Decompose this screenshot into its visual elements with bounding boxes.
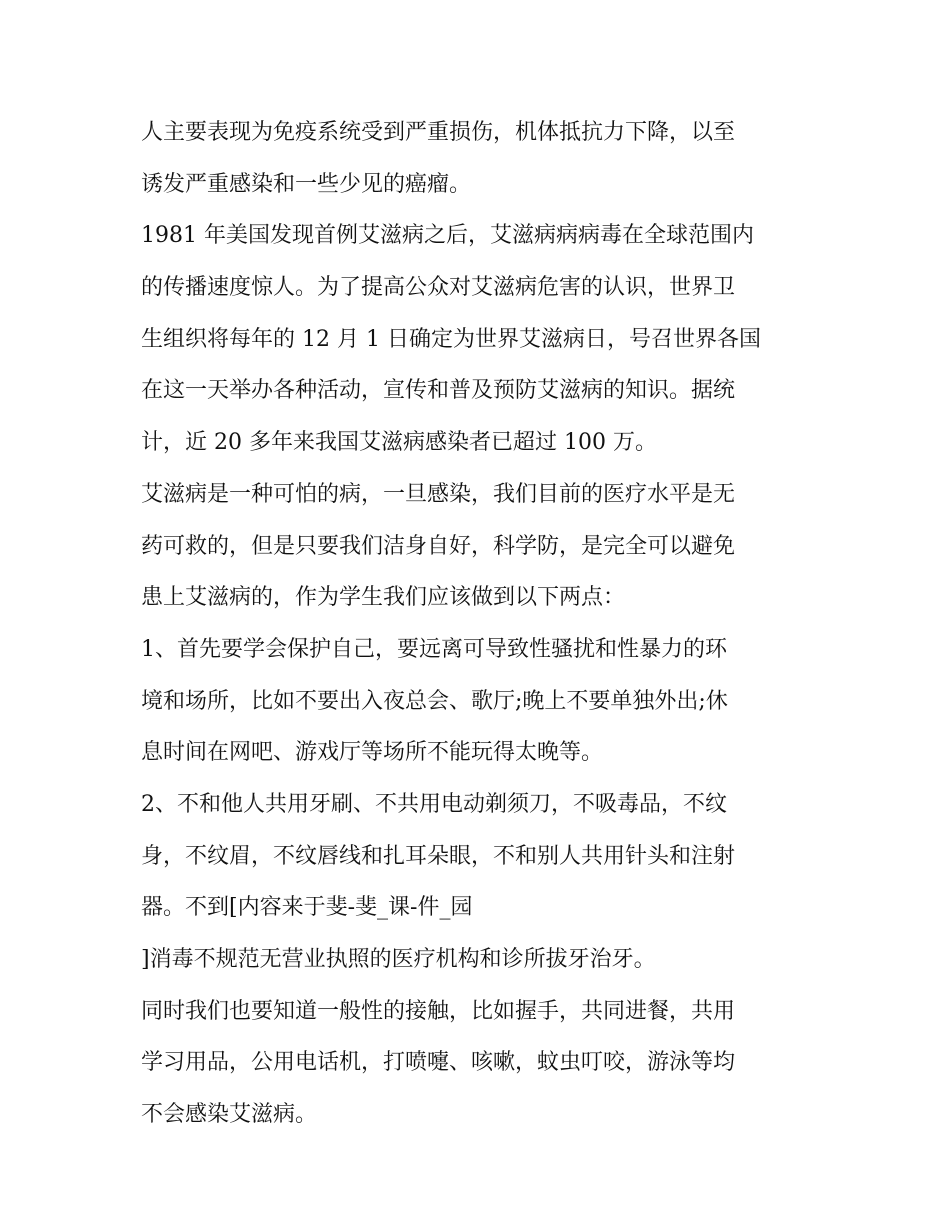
text-line: 息时间在网吧、游戏厅等场所不能玩得太晚等。 (141, 740, 604, 766)
text-line: 人主要表现为免疫系统受到严重损伤，机体抵抗力下降，以至 (141, 120, 736, 145)
text-line: 1、首先要学会保护自己，要远离可导致性骚扰和性暴力的环 (141, 636, 727, 662)
text-line: 在这一天举办各种活动，宣传和普及预防艾滋病的知识。据统 (141, 378, 736, 404)
text-line: 不会感染艾滋病。 (141, 1102, 318, 1128)
text-line: 同时我们也要知道一般性的接触，比如握手，共同进餐，共用 (141, 998, 736, 1024)
text-line: 身，不纹眉，不纹唇线和扎耳朵眼，不和别人共用针头和注射 (141, 843, 736, 869)
text-line: ]消毒不规范无营业执照的医疗机构和诊所拔牙治牙。 (141, 947, 656, 972)
text-line: 的传播速度惊人。为了提高公众对艾滋病危害的认识，世界卫 (141, 275, 736, 301)
text-line: 诱发严重感染和一些少见的癌瘤。 (141, 171, 472, 197)
text-line: 药可救的，但是只要我们洁身自好，科学防，是完全可以避免 (141, 533, 736, 559)
text-line: 1981 年美国发现首例艾滋病之后，艾滋病病病毒在全球范围内 (141, 223, 754, 249)
text-line: 器。不到[内容来于斐-斐_课-件_园 (141, 895, 473, 921)
document-body (141, 107, 821, 1141)
text-line: 学习用品，公用电话机，打喷嚏、咳嗽，蚊虫叮咬，游泳等均 (141, 1050, 736, 1076)
text-line: 生组织将每年的 12 月 1 日确定为世界艾滋病日，号召世界各国 (141, 326, 761, 352)
text-line: 艾滋病是一种可怕的病，一旦感染，我们目前的医疗水平是无 (141, 481, 736, 507)
text-line: 境和场所，比如不要出入夜总会、歌厅;晚上不要单独外出;休 (141, 688, 728, 714)
text-line: 2、不和他人共用牙刷、不共用电动剃须刀，不吸毒品，不纹 (141, 791, 727, 817)
text-line: 计，近 20 多年来我国艾滋病感染者已超过 100 万。 (141, 430, 657, 456)
text-line: 患上艾滋病的，作为学生我们应该做到以下两点： (141, 585, 626, 611)
